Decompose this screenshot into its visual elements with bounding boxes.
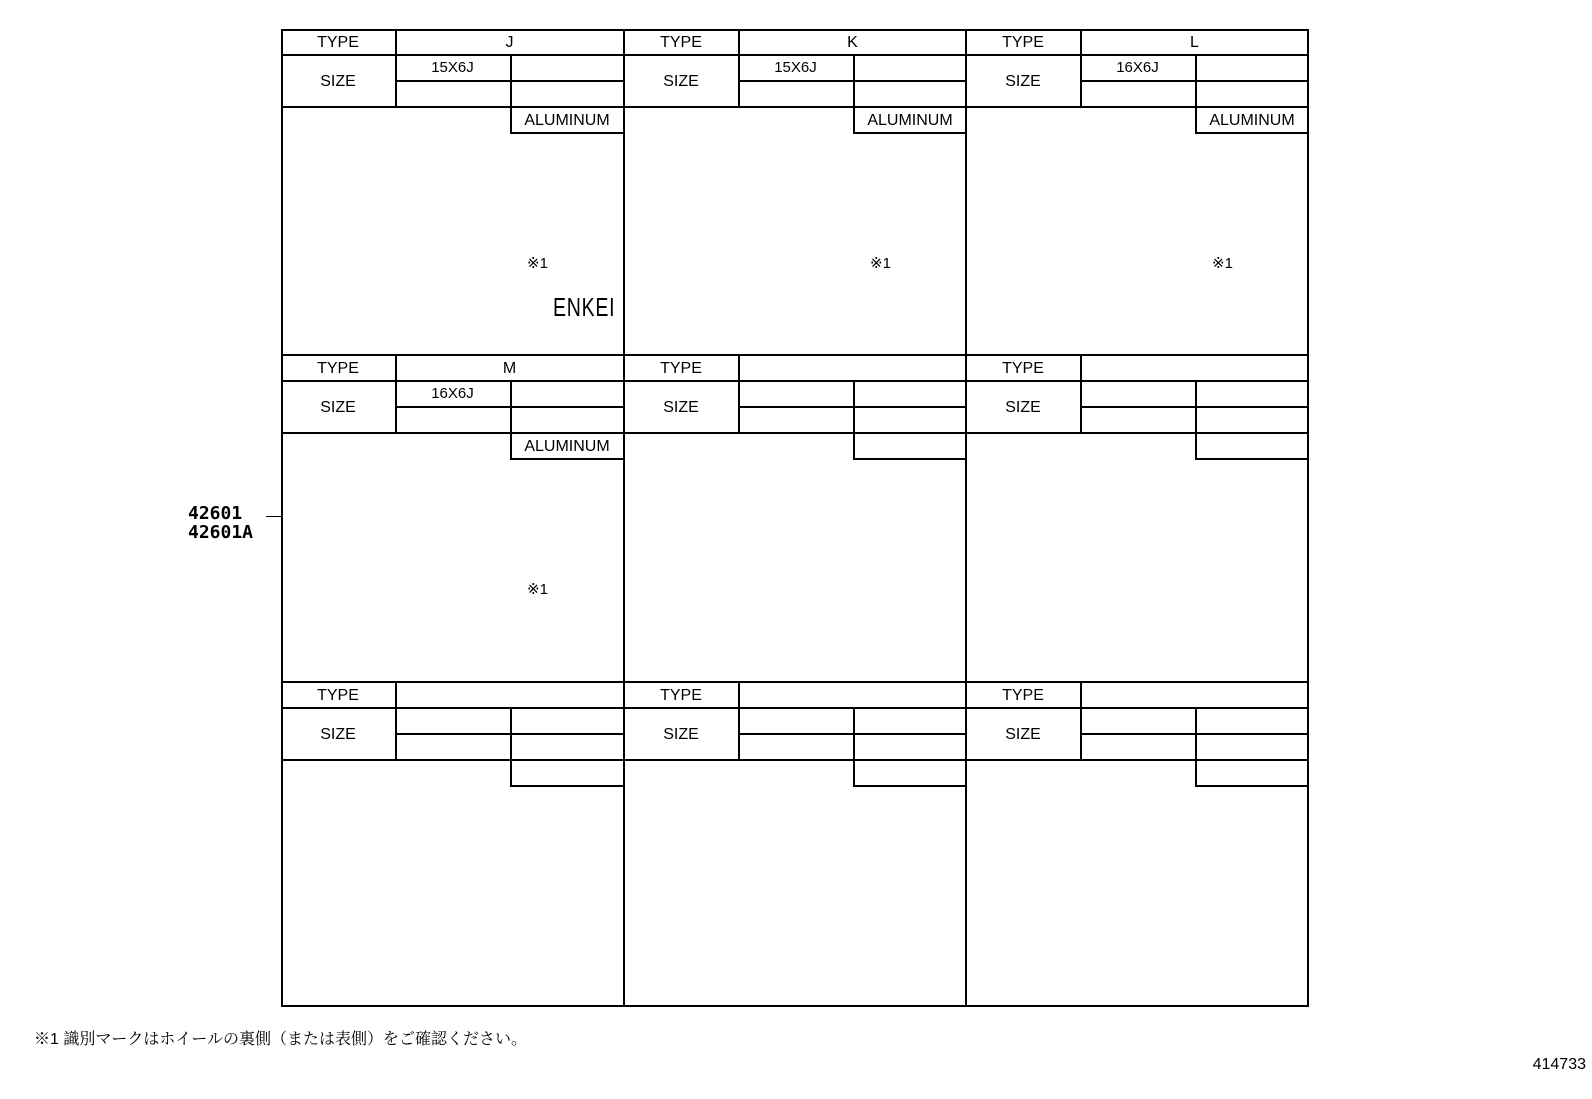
row-divider — [281, 681, 1309, 683]
type-label: TYPE — [1002, 34, 1044, 51]
type-label: TYPE — [1002, 687, 1044, 704]
type-value: M — [502, 360, 517, 377]
type-label: TYPE — [660, 34, 702, 51]
enkei-logo-text: ENKEI — [553, 292, 616, 322]
type-label: TYPE — [660, 687, 702, 704]
row-divider — [510, 785, 624, 787]
col-divider — [1195, 708, 1197, 786]
illustration-id: 414733 — [1532, 1056, 1586, 1073]
row-divider — [624, 380, 967, 382]
row-divider — [966, 432, 1309, 434]
type-label: TYPE — [317, 34, 359, 51]
row-divider — [624, 106, 967, 108]
row-divider — [281, 354, 1309, 356]
size-label: SIZE — [1005, 73, 1041, 90]
col-divider — [510, 708, 512, 786]
identification-mark-note: ※1 — [870, 255, 891, 272]
material-value: ALUMINUM — [524, 112, 610, 129]
size-label: SIZE — [320, 73, 356, 90]
part-number-label — [188, 504, 253, 542]
type-label: TYPE — [317, 687, 359, 704]
identification-mark-note: ※1 — [1212, 255, 1233, 272]
material-value: ALUMINUM — [1209, 112, 1295, 129]
row-divider — [966, 707, 1309, 709]
row-divider — [966, 106, 1309, 108]
row-divider — [966, 54, 1309, 56]
identification-mark-note: ※1 — [527, 581, 548, 598]
size-label: SIZE — [320, 399, 356, 416]
size-label: SIZE — [663, 726, 699, 743]
row-divider — [281, 54, 624, 56]
row-divider — [1195, 458, 1309, 460]
size-label: SIZE — [663, 73, 699, 90]
row-divider — [624, 759, 967, 761]
row-divider — [853, 132, 967, 134]
identification-mark-note: ※1 — [527, 255, 548, 272]
row-divider — [1195, 785, 1309, 787]
col-divider — [738, 355, 740, 433]
footnote: ※1 識別マークはホイールの裏側（または表側）をご確認ください。 — [34, 1031, 528, 1048]
row-divider — [510, 132, 624, 134]
type-label: TYPE — [1002, 360, 1044, 377]
size-label: SIZE — [320, 726, 356, 743]
row-divider — [510, 458, 624, 460]
part-number-primary: 42601 — [188, 503, 243, 524]
row-divider — [281, 432, 624, 434]
col-divider — [1080, 682, 1082, 760]
size-value: 15X6J — [774, 59, 817, 76]
type-label: TYPE — [317, 360, 359, 377]
type-value: J — [505, 34, 514, 51]
material-value: ALUMINUM — [524, 438, 610, 455]
col-divider — [623, 29, 625, 1007]
row-divider — [1195, 132, 1309, 134]
row-divider — [853, 458, 967, 460]
size-value: 16X6J — [431, 385, 474, 402]
row-divider — [624, 707, 967, 709]
row-divider — [853, 785, 967, 787]
part-number-alt: 42601A — [188, 522, 254, 543]
col-divider — [965, 29, 967, 1007]
row-divider — [624, 54, 967, 56]
col-divider — [738, 682, 740, 760]
type-value: L — [1190, 34, 1199, 51]
size-value: 15X6J — [431, 59, 474, 76]
col-divider — [395, 682, 397, 760]
col-divider — [1195, 381, 1197, 459]
col-divider — [1080, 355, 1082, 433]
type-value: K — [847, 34, 858, 51]
row-divider — [966, 759, 1309, 761]
row-divider — [281, 707, 624, 709]
row-divider — [281, 380, 624, 382]
leader-line — [266, 516, 281, 517]
row-divider — [281, 759, 624, 761]
col-divider — [853, 708, 855, 786]
type-label: TYPE — [660, 360, 702, 377]
row-divider — [281, 106, 624, 108]
size-label: SIZE — [1005, 399, 1041, 416]
row-divider — [624, 432, 967, 434]
size-label: SIZE — [663, 399, 699, 416]
row-divider — [966, 380, 1309, 382]
size-label: SIZE — [1005, 726, 1041, 743]
size-value: 16X6J — [1116, 59, 1159, 76]
material-value: ALUMINUM — [867, 112, 953, 129]
col-divider — [853, 381, 855, 459]
